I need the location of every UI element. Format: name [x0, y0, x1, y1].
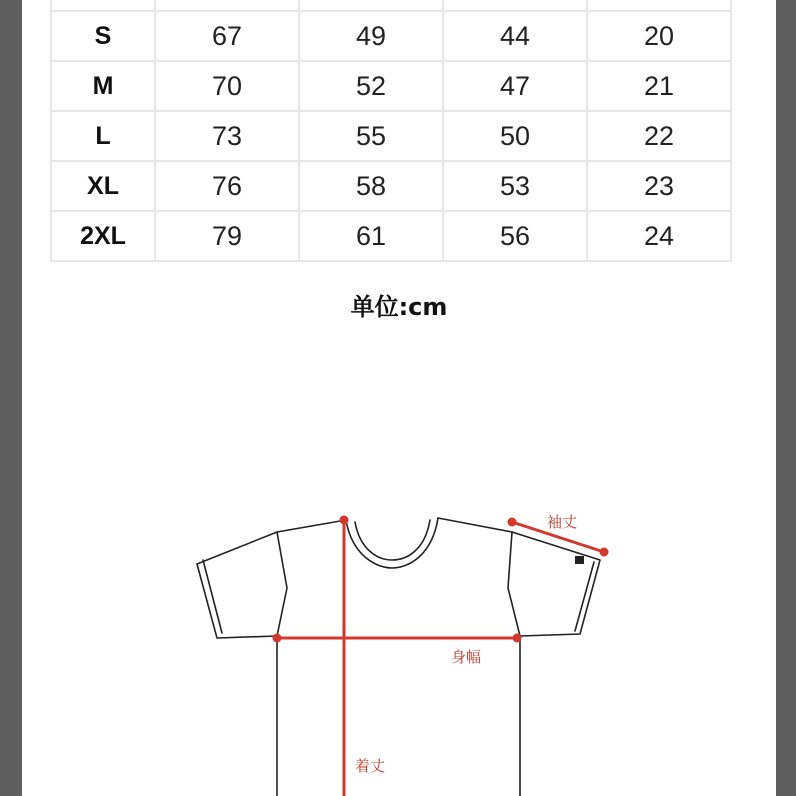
tshirt-outline — [197, 518, 600, 796]
table-cell: 67 — [155, 11, 299, 61]
sleeve-length-end-dot — [600, 548, 609, 557]
table-cell: 49 — [299, 11, 443, 61]
measurement-points — [273, 516, 609, 643]
measurement-lines — [277, 520, 604, 796]
body-width-start-dot — [273, 634, 282, 643]
table-cell: 56 — [443, 211, 587, 261]
size-chart-page — [22, 0, 776, 796]
size-label: 2XL — [51, 211, 155, 261]
body-width-end-dot — [513, 634, 522, 643]
sleeve-length-label: 袖丈 — [547, 513, 578, 531]
total-length-start-dot — [340, 516, 349, 525]
table-cell: 24 — [587, 211, 731, 261]
size-label: L — [51, 111, 155, 161]
table-cell: 76 — [155, 161, 299, 211]
size-label: M — [51, 61, 155, 111]
table-cell: 21 — [587, 61, 731, 111]
tshirt-measurement-diagram — [22, 0, 776, 796]
unit-label: 单位:cm — [350, 293, 448, 321]
table-cell: 52 — [299, 61, 443, 111]
table-cell: 20 — [587, 11, 731, 61]
table-cell: 22 — [587, 111, 731, 161]
body-width-label: 身幅 — [451, 648, 482, 666]
sleeve-length-start-dot — [508, 518, 517, 527]
size-label: S — [51, 11, 155, 61]
table-cell: 23 — [587, 161, 731, 211]
table-cell: 79 — [155, 211, 299, 261]
table-cell: 50 — [443, 111, 587, 161]
total-length-label: 着丈 — [355, 757, 386, 775]
table-cell: 53 — [443, 161, 587, 211]
table-cell: 55 — [299, 111, 443, 161]
table-cell: 47 — [443, 61, 587, 111]
table-cell: 44 — [443, 11, 587, 61]
size-label: XL — [51, 161, 155, 211]
table-cell: 58 — [299, 161, 443, 211]
table-cell: 73 — [155, 111, 299, 161]
sleeve-tag — [575, 556, 584, 564]
table-cell: 70 — [155, 61, 299, 111]
table-cell: 61 — [299, 211, 443, 261]
